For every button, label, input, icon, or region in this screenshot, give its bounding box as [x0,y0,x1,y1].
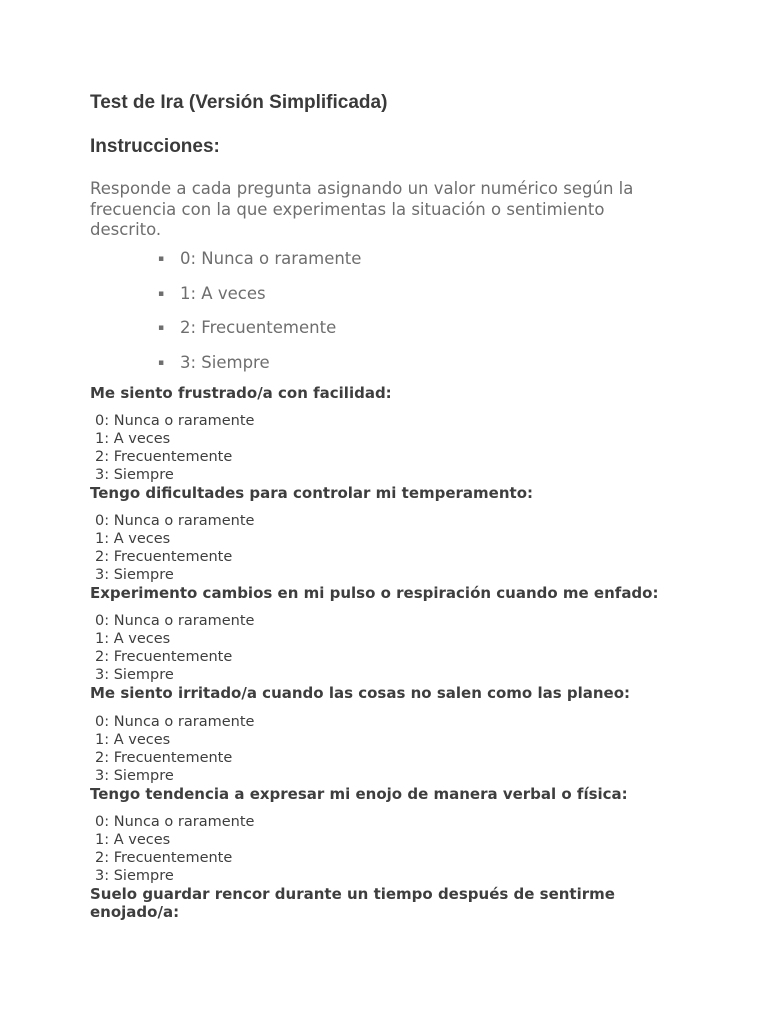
bullet-icon: ▪ [158,358,165,368]
scale-item-label: 0: Nunca o raramente [180,249,362,268]
scale-item-label: 3: Siempre [180,353,270,372]
option-item: 0: Nunca o raramente [95,413,255,429]
question-text: Me siento irritado/a cuando las cosas no salen como las planeo: [90,684,631,702]
question-options [95,813,254,885]
option-item: 3: Siempre [95,467,174,483]
option-item: 0: Nunca o raramente [95,613,255,629]
option-item: 1: A veces [95,431,171,447]
question-text: Tengo dificultades para controlar mi temperamento: [90,484,534,502]
instructions-heading: Instrucciones: [90,136,220,157]
option-item: 2: Frecuentemente [95,649,233,665]
bullet-icon: ▪ [158,254,165,264]
option-item: 3: Siempre [95,868,174,884]
option-item: 0: Nunca o raramente [95,513,255,529]
question-options [95,612,254,684]
option-item: 0: Nunca o raramente [95,714,255,730]
option-item: 0: Nunca o raramente [95,814,255,830]
option-item: 1: A veces [95,531,171,547]
question-text: Suelo guardar rencor durante un tiempo después de sentirme enojado/a: [90,885,615,921]
bullet-icon: ▪ [158,289,165,299]
option-item: 2: Frecuentemente [95,850,233,866]
scale-item [158,284,266,303]
option-item: 3: Siempre [95,768,174,784]
question-text: Tengo tendencia a expresar mi enojo de manera verbal o física: [90,785,628,803]
option-item: 3: Siempre [95,667,174,683]
instructions-text: Responde a cada pregunta asignando un valor numérico según la frecuencia con la que experimentas la situación o sentimiento descrito. [90,179,634,239]
question-text: Me siento frustrado/a con facilidad: [90,384,392,402]
scale-item [158,353,270,372]
option-item: 2: Frecuentemente [95,549,233,565]
option-item: 1: A veces [95,631,171,647]
document-title: Test de Ira (Versión Simplificada) [90,92,388,113]
option-item: 2: Frecuentemente [95,750,233,766]
question-options [95,713,254,785]
scale-item-label: 1: A veces [180,284,266,303]
option-item: 1: A veces [95,832,171,848]
scale-item [158,249,361,268]
option-item: 1: A veces [95,732,171,748]
question-text: Experimento cambios en mi pulso o respiración cuando me enfado: [90,584,659,602]
question-options [95,412,254,484]
option-item: 2: Frecuentemente [95,449,233,465]
scale-item [158,318,336,337]
bullet-icon: ▪ [158,323,165,333]
option-item: 3: Siempre [95,567,174,583]
question-options [95,512,254,584]
scale-item-label: 2: Frecuentemente [180,318,337,337]
